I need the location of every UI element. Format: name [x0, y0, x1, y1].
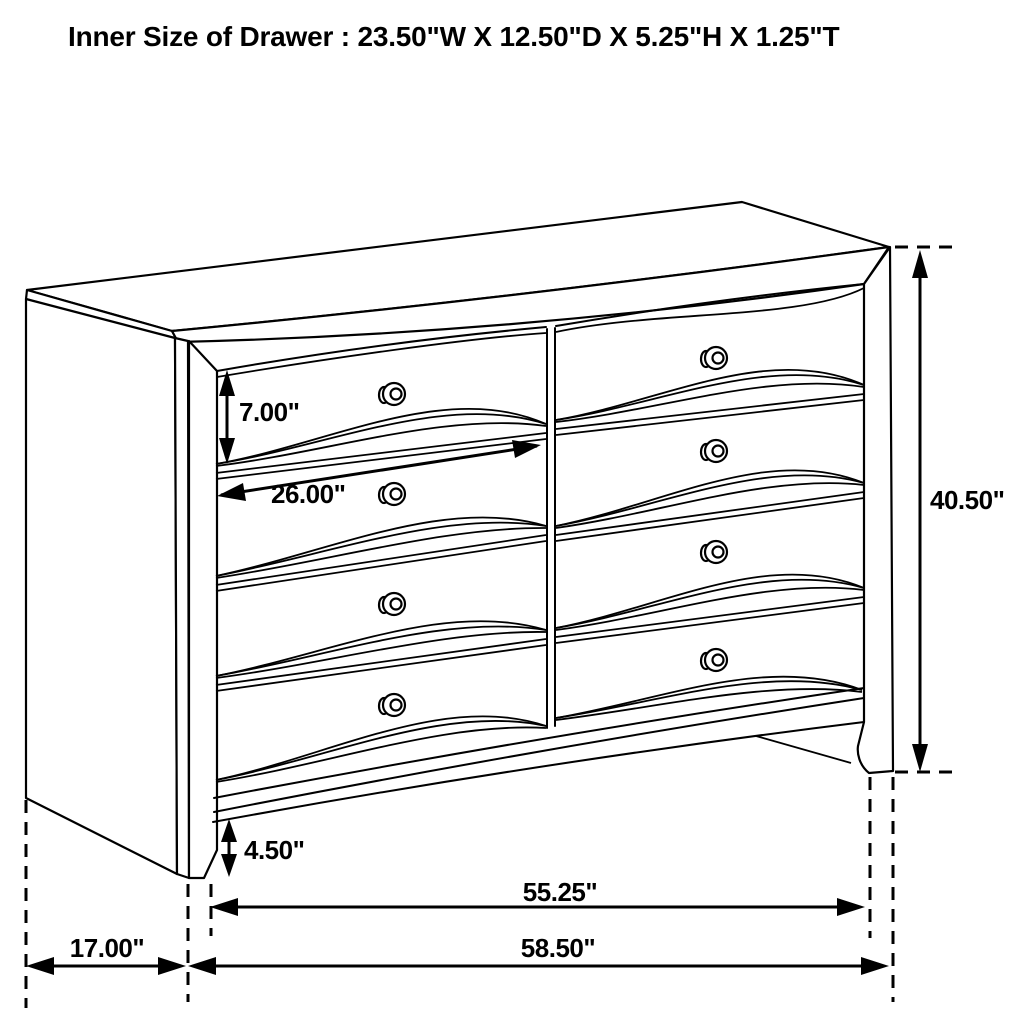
dimension-side-depth: [26, 933, 186, 975]
drawer-width-label: 26.00": [271, 479, 346, 509]
base-height-label: 4.50": [244, 835, 305, 865]
drawer-wave-left-3: [216, 621, 546, 691]
drawer-wave-right-2: [556, 470, 864, 541]
drawer-wave-right-3: [556, 575, 864, 643]
center-divider: [547, 328, 555, 728]
dresser-body: [26, 202, 893, 878]
bottom-rail: [213, 688, 864, 822]
drawer-height-label: 7.00": [239, 397, 300, 427]
front-width-label: 55.25": [522, 877, 598, 907]
side-panel: [26, 299, 177, 874]
drawer-knob: [379, 483, 405, 505]
drawer-wave-left-2: [216, 517, 546, 591]
overall-height-label: 40.50": [930, 485, 1005, 515]
overall-width-label: 58.50": [520, 933, 596, 963]
drawer-knob: [379, 694, 405, 716]
page-title: Inner Size of Drawer : 23.50"W X 12.50"D X 5.25"H X 1.25"T: [68, 21, 840, 52]
right-stile: [858, 247, 893, 773]
drawer-knob: [701, 347, 727, 369]
drawer-knob: [379, 383, 405, 405]
left-stile: [189, 341, 217, 878]
side-depth-label: 17.00": [69, 933, 145, 963]
drawer-wave-right-1: [556, 370, 864, 435]
drawer-knob: [379, 593, 405, 615]
dimension-front-width: [210, 877, 865, 916]
drawer-knob: [701, 541, 727, 563]
dimension-overall-width: [188, 933, 889, 975]
side-panel-front-edge: [175, 338, 189, 878]
drawer-knob: [701, 649, 727, 671]
drawer-wave-left-4: [216, 716, 546, 782]
dimension-overall-height: [895, 247, 1004, 772]
drawer-wave-right-4: [556, 677, 862, 720]
dimension-base-height: [221, 819, 304, 877]
drawer-knob: [701, 440, 727, 462]
